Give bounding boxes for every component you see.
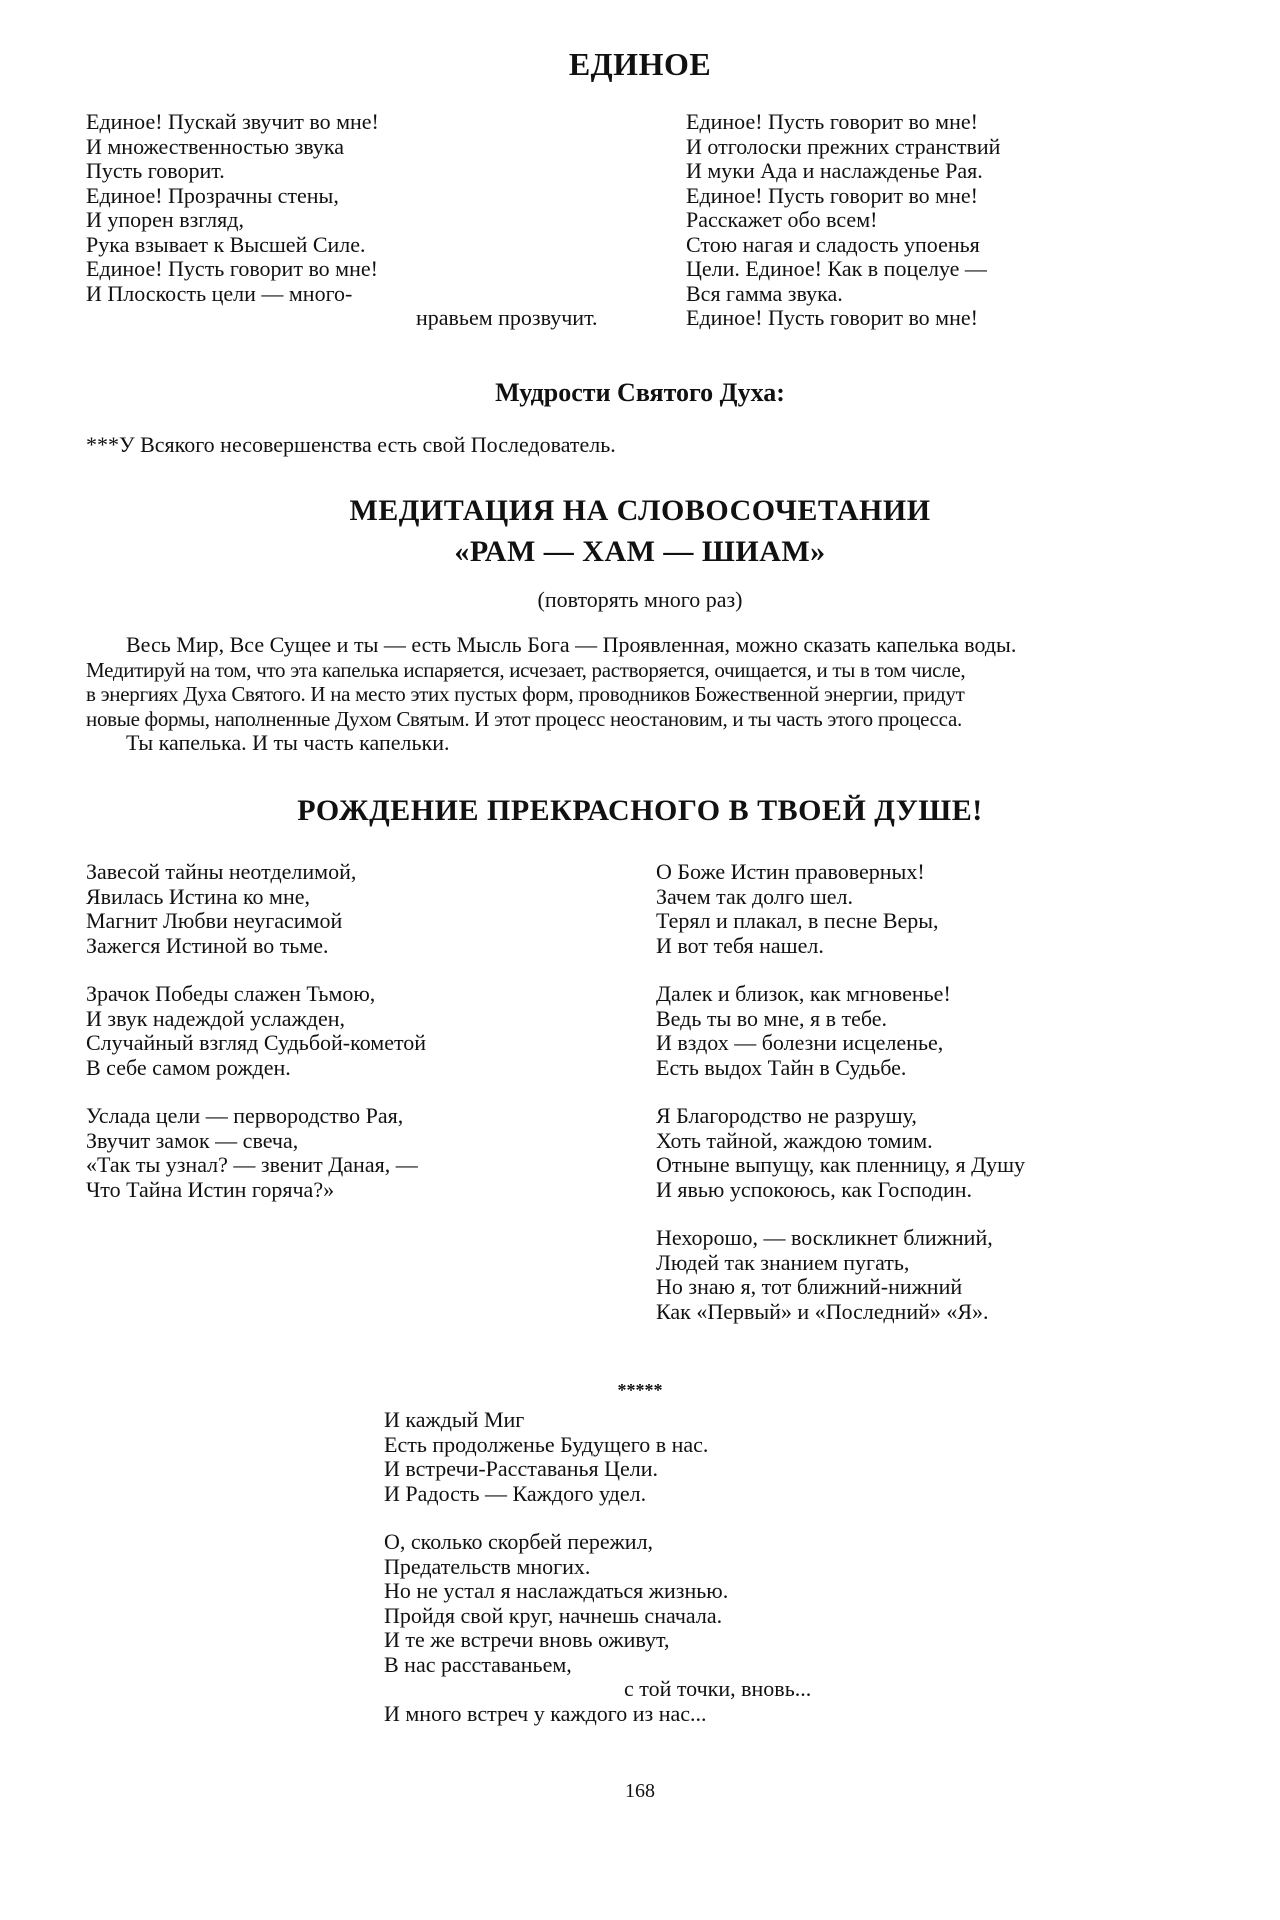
stanza	[656, 1104, 1025, 1202]
poem-line: Звучит замок — свеча,	[86, 1127, 299, 1153]
poem-line: Что Тайна Истин горяча?»	[86, 1176, 335, 1202]
poem-line: Расскажет обо всем!	[686, 207, 878, 232]
stanza	[86, 982, 426, 1080]
poem-line: И встречи-Расставанья Цели.	[384, 1456, 659, 1481]
birth-title: РОЖДЕНИЕ ПРЕКРАСНОГО В ТВОЕЙ ДУШЕ!	[297, 794, 983, 827]
poem-line: И каждый Миг	[384, 1407, 525, 1432]
poem-line: Цели. Единое! Как в поцелуе —	[686, 256, 987, 281]
poem-line: О, сколько скорбей пережил,	[384, 1529, 654, 1554]
poem-line: Но не устал я наслаждаться жизнью.	[384, 1578, 729, 1603]
poem-line: И Плоскость цели — много-	[86, 280, 353, 306]
final-poem	[384, 1408, 811, 1726]
meditation-paragraph	[86, 633, 1198, 756]
meditation-subtitle: (повторять много раз)	[537, 587, 743, 612]
poem-line: «Так ты узнал? — звенит Даная, —	[86, 1152, 418, 1177]
stanza	[86, 860, 426, 958]
stanza	[86, 1104, 426, 1202]
poem-line: Единое! Пусть говорит во мне!	[86, 256, 378, 281]
poem-line: Далек и близок, как мгновенье!	[656, 981, 951, 1006]
poem-right-column	[686, 110, 1000, 331]
poem-line: нравьем прозвучит.	[416, 305, 598, 330]
poem-line: Услада цели — первородство Рая,	[86, 1103, 404, 1128]
paragraph-line: новые формы, наполненные Духом Святым. И этот процесс неостановим, и ты часть этого процесса.	[86, 706, 962, 731]
poem-line: И множественностью звука	[86, 133, 345, 159]
poem-line: И отголоски прежних странствий	[686, 133, 1001, 159]
poem-line: И много встреч у каждого из нас...	[384, 1700, 707, 1726]
birth-right-column	[656, 860, 1025, 1324]
poem-line: Зажегся Истиной во тьме.	[86, 932, 329, 958]
poem-line: Вся гамма звука.	[686, 280, 843, 306]
poem-line: Пусть говорит.	[86, 158, 225, 183]
poem-line: И муки Ада и наслажденье Рая.	[686, 158, 983, 183]
poem-line: Стою нагая и сладость упоенья	[686, 231, 980, 257]
poem-line: Явилась Истина ко мне,	[86, 883, 310, 909]
poem-line: Завесой тайны неотделимой,	[86, 859, 357, 884]
page-number: 168	[625, 1780, 655, 1802]
poem-line: Единое! Пускай звучит во мне!	[86, 109, 379, 134]
poem-line: Предательств многих.	[384, 1553, 591, 1579]
birth-left-column	[86, 860, 426, 1202]
poem-line: О Боже Истин правоверных!	[656, 859, 925, 884]
meditation-title-line2: «РАМ — ХАМ — ШИАМ»	[454, 535, 826, 568]
poem-line: Случайный взгляд Судьбой-кометой	[86, 1030, 427, 1055]
stanza	[656, 1226, 1025, 1324]
poem-line: Как «Первый» и «Последний» «Я».	[656, 1298, 989, 1324]
stanza	[656, 982, 1025, 1080]
poem-line: Есть продолженье Будущего в нас.	[384, 1431, 709, 1457]
stanza	[656, 860, 1025, 958]
meditation-title-line1: МЕДИТАЦИЯ НА СЛОВОСОЧЕТАНИИ	[349, 494, 931, 527]
poem-line: Зрачок Победы слажен Тьмою,	[86, 981, 376, 1006]
poem-line: Единое! Прозрачны стены,	[86, 182, 339, 208]
poem-line: И те же встречи вновь оживут,	[384, 1627, 670, 1652]
poem-line: Зачем так долго шел.	[656, 883, 854, 909]
poem-line: И явью успокоюсь, как Господин.	[656, 1176, 972, 1202]
poem-line: Нехорошо, — воскликнет ближний,	[656, 1225, 993, 1250]
section-title-edinoe: ЕДИНОЕ	[568, 46, 712, 82]
poem-line: Терял и плакал, в песне Веры,	[656, 908, 939, 933]
poem-line: Отныне выпущу, как пленницу, я Душу	[656, 1152, 1026, 1177]
poem-line: Единое! Пусть говорит во мне!	[686, 109, 978, 134]
poem-line: с той точки, вновь...	[624, 1676, 812, 1701]
paragraph-line: в энергиях Духа Святого. И на место этих пустых форм, проводников Божественной энергии, придут	[86, 682, 965, 706]
stanza	[384, 1530, 811, 1726]
poem-line: Магнит Любви неугасимой	[86, 908, 343, 933]
poem-line: И Радость — Каждого удел.	[384, 1480, 647, 1506]
poem-line: Единое! Пусть говорит во мне!	[686, 305, 978, 330]
poem-line: И вот тебя нашел.	[656, 932, 824, 958]
poem-line: И вздох — болезни исцеленье,	[656, 1030, 944, 1055]
paragraph-line: Весь Мир, Все Сущее и ты — есть Мысль Бога — Проявленная, можно сказать капелька воды.	[126, 632, 1017, 657]
poem-line: Людей так знанием пугать,	[656, 1249, 910, 1275]
paragraph-line: Медитируй на том, что эта капелька испаряется, исчезает, растворяется, очищается, и ты в том числе,	[86, 657, 966, 682]
paragraph-line: Ты капелька. И ты часть капельки.	[126, 730, 450, 755]
poem-line: Единое! Пусть говорит во мне!	[686, 182, 978, 208]
stanza	[384, 1408, 811, 1506]
separator-asterisks: *****	[617, 1380, 663, 1400]
poem-line: Пройдя свой круг, начнешь сначала.	[384, 1602, 723, 1628]
poem-line: Есть выдох Тайн в Судьбе.	[656, 1054, 907, 1080]
wisdom-text: ***У Всякого несовершенства есть свой Последователь.	[86, 432, 616, 457]
poem-line: Ведь ты во мне, я в тебе.	[656, 1005, 888, 1031]
poem-line: В себе самом рожден.	[86, 1054, 291, 1080]
poem-line: В нас расставаньем,	[384, 1651, 572, 1677]
poem-line: И звук надеждой услажден,	[86, 1005, 346, 1031]
poem-line: Но знаю я, тот ближний-нижний	[656, 1274, 963, 1299]
poem-left-column	[86, 110, 598, 331]
poem-line: И упорен взгляд,	[86, 207, 244, 232]
poem-line: Хоть тайной, жаждою томим.	[656, 1127, 933, 1153]
poem-line: Рука взывает к Высшей Силе.	[86, 231, 366, 257]
poem-line: Я Благородство не разрушу,	[656, 1103, 917, 1128]
wisdom-title: Мудрости Святого Духа:	[495, 378, 785, 407]
